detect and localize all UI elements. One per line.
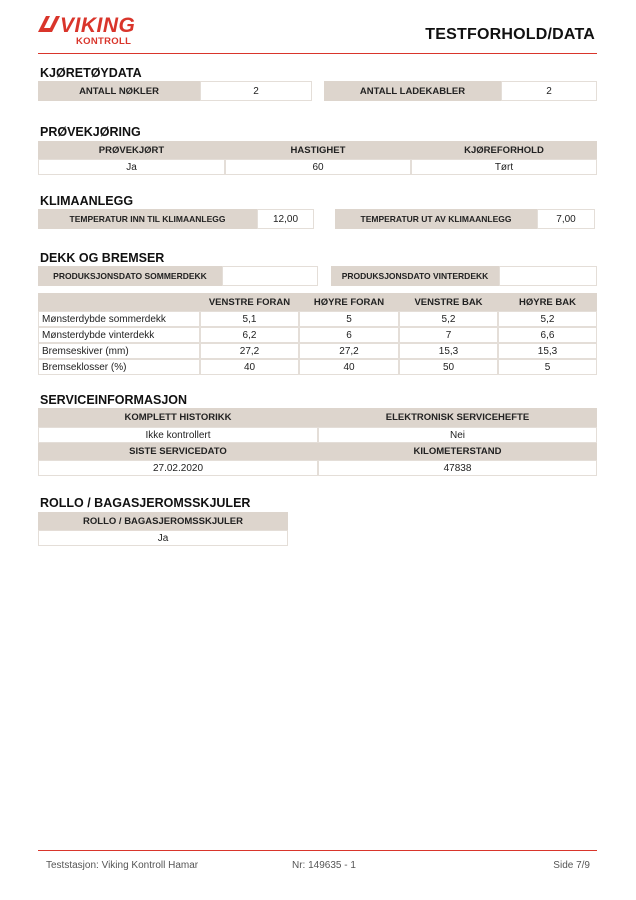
temp-out-label: TEMPERATUR UT AV KLIMAANLEGG <box>335 209 537 229</box>
page-title: TESTFORHOLD/DATA <box>425 26 595 43</box>
cargo-cover-label: ROLLO / BAGASJEROMSSKJULER <box>38 512 288 530</box>
tire-cell: 40 <box>200 359 299 375</box>
tire-row-label: Bremseklosser (%) <box>38 359 200 375</box>
conditions-header: KJØREFORHOLD <box>411 141 597 159</box>
speed-header: HASTIGHET <box>225 141 411 159</box>
summer-date-value <box>222 266 318 286</box>
tire-row-label: Bremseskiver (mm) <box>38 343 200 359</box>
tire-col-left-front: VENSTRE FORAN <box>200 293 299 311</box>
footer-divider <box>38 850 597 851</box>
footer-report-number: Nr: 149635 - 1 <box>292 860 356 871</box>
tire-col-right-rear: HØYRE BAK <box>498 293 597 311</box>
tire-cell: 15,3 <box>498 343 597 359</box>
service-booklet-label: ELEKTRONISK SERVICEHEFTE <box>318 408 597 427</box>
brand-subtitle: KONTROLL <box>76 36 132 47</box>
brand-name: VIKING <box>60 14 136 37</box>
tire-cell: 5,2 <box>498 311 597 327</box>
tire-cell: 6,2 <box>200 327 299 343</box>
temp-in-label: TEMPERATUR INN TIL KLIMAANLEGG <box>38 209 257 229</box>
viking-arrow-icon <box>38 16 60 32</box>
history-label: KOMPLETT HISTORIKK <box>38 408 318 427</box>
conditions-value: Tørt <box>411 159 597 175</box>
section-title-climate: KLIMAANLEGG <box>40 194 134 208</box>
section-title-service: SERVICEINFORMASJON <box>40 393 188 407</box>
summer-date-label: PRODUKSJONSDATO SOMMERDEKK <box>38 266 222 286</box>
last-service-label: SISTE SERVICEDATO <box>38 443 318 460</box>
tire-row-label: Mønsterdybde sommerdekk <box>38 311 200 327</box>
tire-cell: 40 <box>299 359 399 375</box>
mileage-value: 47838 <box>318 460 597 476</box>
tire-cell: 5,1 <box>200 311 299 327</box>
tire-cell: 7 <box>399 327 498 343</box>
tire-cell: 5 <box>498 359 597 375</box>
history-value: Ikke kontrollert <box>38 427 318 443</box>
section-title-tires: DEKK OG BREMSER <box>40 251 165 265</box>
brand-logo <box>38 14 138 48</box>
section-title-vehicle: KJØRETØYDATA <box>40 66 142 80</box>
mileage-label: KILOMETERSTAND <box>318 443 597 460</box>
tire-col-right-front: HØYRE FORAN <box>299 293 399 311</box>
testdrive-header: PRØVEKJØRT <box>38 141 225 159</box>
temp-out-value: 7,00 <box>537 209 595 229</box>
tire-cell: 27,2 <box>200 343 299 359</box>
tire-cell: 6 <box>299 327 399 343</box>
cargo-cover-value: Ja <box>38 530 288 546</box>
tire-cell: 5,2 <box>399 311 498 327</box>
section-title-testdrive: PRØVEKJØRING <box>40 125 141 139</box>
testdrive-value: Ja <box>38 159 225 175</box>
cables-label: ANTALL LADEKABLER <box>324 81 501 101</box>
tire-cell: 5 <box>299 311 399 327</box>
tire-cell: 27,2 <box>299 343 399 359</box>
tire-table-corner <box>38 293 200 311</box>
section-title-cargo-cover: ROLLO / BAGASJEROMSSKJULER <box>40 496 251 510</box>
header-divider <box>38 53 597 54</box>
winter-date-value <box>499 266 597 286</box>
keys-value: 2 <box>200 81 312 101</box>
tire-cell: 50 <box>399 359 498 375</box>
tire-row-label: Mønsterdybde vinterdekk <box>38 327 200 343</box>
winter-date-label: PRODUKSJONSDATO VINTERDEKK <box>331 266 499 286</box>
footer-station: Teststasjon: Viking Kontroll Hamar <box>46 860 199 871</box>
cables-value: 2 <box>501 81 597 101</box>
tire-cell: 6,6 <box>498 327 597 343</box>
service-booklet-value: Nei <box>318 427 597 443</box>
tire-col-left-rear: VENSTRE BAK <box>399 293 498 311</box>
temp-in-value: 12,00 <box>257 209 314 229</box>
last-service-value: 27.02.2020 <box>38 460 318 476</box>
speed-value: 60 <box>225 159 411 175</box>
tire-cell: 15,3 <box>399 343 498 359</box>
keys-label: ANTALL NØKLER <box>38 81 200 101</box>
footer-page-number: Side 7/9 <box>553 860 590 871</box>
